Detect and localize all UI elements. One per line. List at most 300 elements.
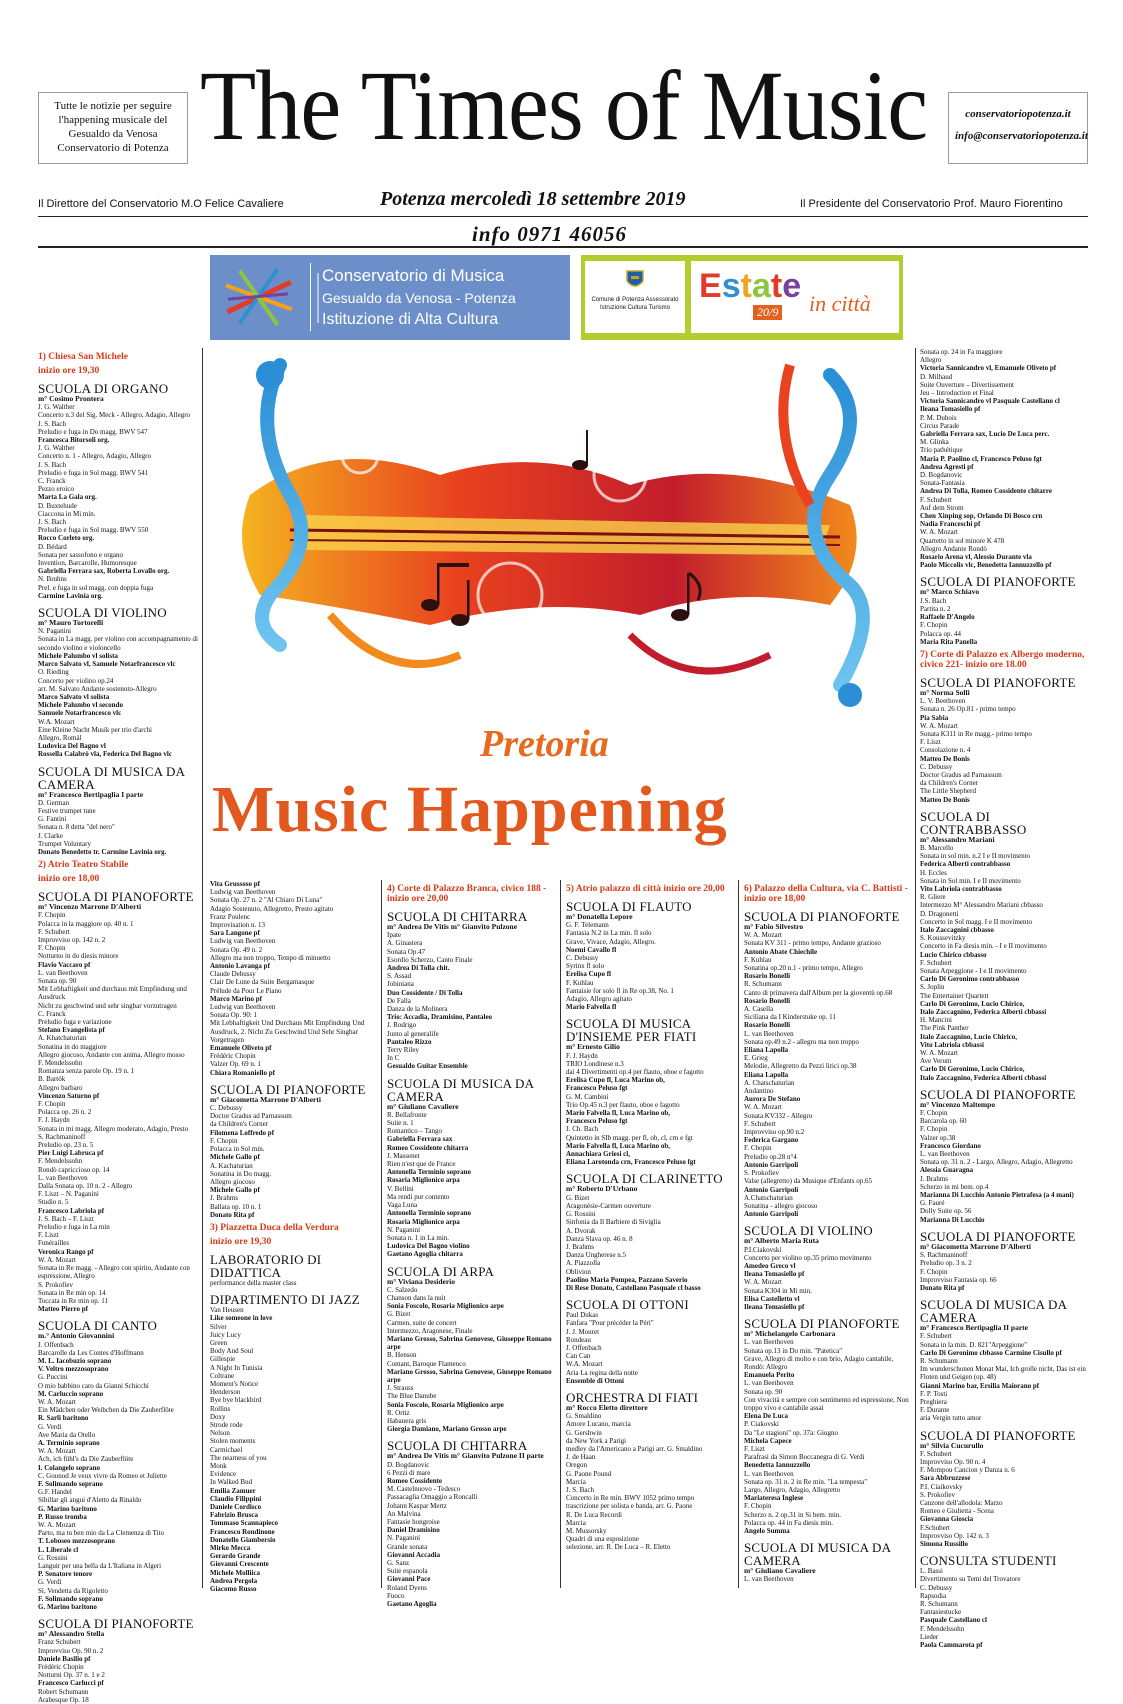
performer-name: Gaetano Agoglia chitarra	[387, 1250, 463, 1259]
performer-name: Maria Rita Panella	[920, 637, 978, 646]
program-line: Andantino	[744, 1087, 774, 1096]
program-line: Trio Op.45 n.3 per flauto, oboe e fagotto	[566, 1100, 680, 1109]
program-line: Evidence	[210, 1470, 237, 1479]
in-citta: in città	[809, 291, 871, 316]
program-line: Jobiniana	[387, 980, 414, 989]
performer-name: Vito Labriola cbbassi	[920, 1040, 984, 1049]
performer-name: Mariateresa Inglese	[744, 1494, 804, 1503]
program-line: C. Debussy	[210, 1104, 243, 1113]
comune-box	[585, 261, 685, 333]
program-line: E. Grieg	[744, 1054, 768, 1063]
venue-heading: inizio ore 19,30	[210, 1236, 272, 1247]
performer-name: Ileana Tomasiello pf	[744, 1270, 805, 1279]
program-line: G. Verdi	[38, 1422, 62, 1431]
program-line: Doctor Gradus ad Parnassum	[210, 1112, 292, 1121]
program-line: Mit Lebhaftigkeit und durchaus mit Empfindung und Ausdruck	[38, 985, 187, 1002]
program-line: Sonata-Fantasia	[920, 479, 965, 488]
estate-letter: t	[770, 267, 783, 305]
school-heading: SCUOLA DI PIANOFORTE	[38, 889, 194, 905]
program-line: Sonatina in do maggiore	[38, 1042, 107, 1051]
program-line: Coltrane	[210, 1371, 235, 1380]
venue-heading: 4) Corte di Palazzo Branca, civico 188 - inizio ore 20,00	[387, 884, 547, 904]
venue-heading: 7) Corte di Palazzo ex Albergo moderno, civico 221- inizio ore 18.00	[920, 649, 1085, 670]
program-line: Studio n. 5	[38, 1198, 69, 1207]
performer-name: Vito Labriola contrabbasso	[920, 884, 1002, 893]
program-line: Barcarolle da Les Contes d'Hoffmann	[38, 1348, 144, 1357]
performer-name: Claudio Filippini	[210, 1494, 262, 1503]
program-line: Parafrasi da Simon Boccanegra di G. Verdi	[744, 1453, 865, 1462]
program-line: Frédéric Chopin	[38, 1663, 84, 1672]
performer-name: Giacomo Russo	[210, 1585, 257, 1594]
program-line: A. Piazzolla	[566, 1259, 601, 1268]
program-line: F. J. Haydn	[38, 1116, 70, 1125]
estate-letter: s	[721, 267, 741, 305]
program-line: F. Chopin	[920, 1267, 948, 1276]
program-line: W. A. Mozart	[38, 1447, 76, 1456]
program-line: 6 Pezzi di mare	[387, 1468, 431, 1477]
program-line: W. A. Mozart	[744, 1278, 782, 1287]
program-line: F. Chopin	[920, 1125, 948, 1134]
program-line: Sonata op. 90	[38, 976, 77, 985]
performer-name: M. L. Iacobuzio soprano	[38, 1356, 112, 1365]
program-line: Invention, Barcarolle, Humoresque	[38, 559, 137, 568]
program-line: A. Dvorak	[566, 1226, 596, 1235]
program-line: Allegro Andante Rondò	[920, 544, 987, 553]
performer-name: Antonio Garripoli	[744, 1210, 799, 1219]
program-line: F. Schubert	[920, 495, 952, 504]
performer-name: Italo Zaccagnino, Lucio Chirico,	[920, 1032, 1018, 1041]
performer-name: Di Rese Donato, Castellano Pasquale cl basso	[566, 1283, 701, 1292]
program-line: W. A. Mozart	[920, 528, 958, 537]
program-line: S. Prokofiev	[920, 1490, 955, 1499]
performer-name: Mirko Mecca	[210, 1544, 251, 1553]
program-line: Suite Ouverture – Divertissement	[920, 380, 1014, 389]
program-line: G. Fauré	[920, 1199, 945, 1208]
music-splash-illustration	[210, 355, 910, 725]
performer-name: Michela Capece	[744, 1436, 792, 1445]
program-line: J. Brahms	[566, 1242, 594, 1251]
conservatorio-line1: Conservatorio di Musica	[322, 266, 505, 285]
performer-name: Pia Sabia	[920, 713, 949, 722]
program-line: F. Schubert	[920, 1449, 952, 1458]
program-line: Silver	[210, 1322, 227, 1331]
performer-name: Carlo Di Geronimo cbbasso Carmine Cisullo pf	[920, 1348, 1062, 1357]
program-line: F. Liszt	[920, 738, 941, 747]
teacher-name: m° Silvia Cucurullo	[920, 1440, 984, 1450]
program-line: W. A. Mozart	[744, 1103, 782, 1112]
program-line: Ach, ich fühl's da Die Zauberflöte	[38, 1455, 134, 1464]
performer-name: Matteo De Bonis	[920, 795, 970, 804]
performer-name: Lucio Chirico cbbasso	[920, 950, 987, 959]
teacher-name: m° Cosimo Prontera	[38, 394, 104, 403]
performer-name: Chen Xinping sop, Orlando Di Bosco crn	[920, 512, 1043, 521]
performer-name: Noemi Cavallo fl	[566, 945, 617, 954]
program-line: Sonata in Re min op. 14	[38, 1288, 106, 1297]
program-line: Robert Schumann	[38, 1687, 89, 1696]
performer-name: P. Senatore tenore	[38, 1570, 93, 1579]
program-line: Preludio fuga e variazione	[38, 1018, 112, 1026]
program-line: Fantasiestucke	[920, 1608, 962, 1617]
performer-name: Samuele Notarfrancesco vlc	[38, 709, 122, 718]
program-line: F. Chopin	[744, 1502, 772, 1511]
performer-name: I. Colangelo soprano	[38, 1463, 101, 1472]
conservatorio-banner	[210, 255, 570, 340]
program-line: M. Mussorsky	[566, 1527, 607, 1535]
program-line: Sonatina - allegro giocoso	[744, 1201, 818, 1210]
program-line: Intermezzo M° Alessandro Mariani cbbasso	[920, 901, 1043, 910]
program-line: G. Sanz	[387, 1559, 410, 1568]
performer-name: F. Solimando soprano	[38, 1479, 103, 1488]
performer-name: Mariano Grosso, Sabrina Genovese, Giuseppe Romano arpe	[387, 1367, 552, 1384]
program-line: Van Heusen	[210, 1306, 244, 1315]
performer-name: Marco Marino pf	[210, 994, 262, 1003]
performer-name: Angelo Summa	[744, 1527, 790, 1536]
program-line: Adagio, Allegro agitato	[566, 995, 632, 1004]
performer-name: Mario Falvella fl	[566, 1003, 617, 1012]
venue-heading: inizio ore 19,30	[38, 366, 100, 376]
performer-name: Matteo Pierro pf	[38, 1305, 89, 1314]
program-line: C. Salzedo	[387, 1285, 418, 1294]
program-line: Roland Dyens	[387, 1583, 427, 1592]
program-line: G. Paone Pound	[566, 1469, 612, 1478]
program-line: Amore Lucano, marcia	[566, 1420, 631, 1429]
program-line: Romeo e Giulietta - Scena	[920, 1507, 994, 1516]
program-line: Green	[210, 1338, 228, 1347]
program-line: Concerto n. 1 - Allegro, Adagio, Allegro	[38, 452, 151, 461]
program-line: Sonatina op.20 n.1 - primo tempo, Allegro	[744, 964, 863, 973]
program-line: L. van Beethoven	[744, 1338, 794, 1347]
performer-name: Annachiara Griesi cl,	[566, 1150, 630, 1159]
program-line: Sonata op.49 n.2 - allegro ma non troppo	[744, 1037, 859, 1046]
performer-name: Rosario Arena vl, Alessio Durante vla	[920, 553, 1032, 562]
program-line: da Children's Corner	[210, 1120, 269, 1129]
performer-name: Rosario Bonelli	[744, 972, 791, 981]
program-line: L. V. Beethoven	[920, 697, 966, 706]
program-line: Moment's Notice	[210, 1379, 259, 1388]
program-line: J. Ch. Bach	[566, 1125, 599, 1134]
performer-name: Mario Falvella fl, Luca Marino ob,	[566, 1141, 671, 1150]
program-line: Clair De Lune da Suite Bergamasque	[210, 978, 315, 987]
program-line: Sonata per sassofono e organo	[38, 550, 124, 559]
program-line: Valzer Op. 69 n. 1	[210, 1060, 261, 1069]
program-line: F. Mendelssohn	[920, 1624, 965, 1633]
program-line: Doctor Gradus ad Parnassum	[920, 770, 1002, 779]
program-line: G. Puccini	[38, 1373, 68, 1382]
program-line: Preludio op. 3 n. 2	[920, 1259, 972, 1268]
performer-name: Antonella Terminio soprano	[387, 1168, 472, 1177]
performer-name: Mario Falvella fl, Luca Marino ob,	[566, 1109, 671, 1118]
estate-logo	[691, 261, 899, 333]
performer-name: Daniele Cordisco	[210, 1503, 262, 1511]
school-heading: SCUOLA DI PIANOFORTE	[920, 1427, 1076, 1443]
program-line: Ludwig van Beethoven	[210, 937, 276, 946]
performer-name: Romeo Cossidente	[387, 1476, 443, 1485]
program-line: Ciaccona in Mi min.	[38, 509, 96, 518]
program-line: Siciliana da I Kinderstuke op. 11	[744, 1013, 836, 1022]
program-line: F. Chopin	[210, 1136, 238, 1145]
conservatorio-logo-icon	[218, 265, 298, 330]
program-line: Ein Mädchen oder Weibchen da Die Zauberflöte	[38, 1406, 174, 1415]
program-line: Vaga Luna	[387, 1201, 418, 1210]
program-line: Marcia	[566, 1477, 586, 1486]
program-line: F. Chopin	[38, 911, 66, 920]
program-line: W. A. Mozart	[38, 1255, 76, 1264]
program-line: Improvviso Op. 142 n. 3	[920, 1531, 989, 1540]
program-line: Ipate	[387, 931, 401, 940]
program-line: L. van Beethoven	[38, 968, 88, 977]
program-column-6	[920, 348, 1088, 1650]
school-heading: SCUOLA DI ARPA	[387, 1263, 495, 1279]
program-line: Fantasia N.2 in La min. fl solo	[566, 929, 652, 938]
program-line: G. Bizet	[387, 1310, 411, 1319]
performer-name: Sara Abbruzzese	[920, 1474, 971, 1483]
program-line: Sonata KV332 - Allegro	[744, 1111, 813, 1120]
program-line: Prélude da Pour Le Piano	[210, 986, 282, 995]
program-line: Circus Parade	[920, 421, 960, 430]
banner-separator	[310, 263, 311, 331]
program-line: N. Bruhns	[38, 575, 67, 584]
school-heading: SCUOLA DI CONTRABBASSO	[920, 808, 1027, 837]
performer-name: Carlo Di Geronimo, Lucio Chirico,	[920, 1065, 1025, 1074]
program-line: J. Massenet	[387, 1151, 420, 1160]
program-line: Syrinx fl solo	[566, 962, 605, 971]
program-line: F.Schubert	[920, 1523, 950, 1532]
performer-name: Andrea Di Tolla, Romeo Cossidente chitarre	[920, 487, 1052, 496]
school-heading: SCUOLA DI CHITARRA	[387, 1438, 528, 1454]
program-line: Sonata in Re magg. - Allegro con spirito, Andante con espressione, Allegro	[38, 1264, 190, 1281]
program-line: Nicht zu geschwind und sehr singbar vorzutragen	[38, 1001, 177, 1010]
program-line: Rondò capriccioso op. 14	[38, 1165, 110, 1174]
program-line: Nelson	[210, 1429, 230, 1438]
performer-name: Giovanni Pace	[387, 1575, 431, 1584]
program-line: P. M. Dubois	[920, 413, 957, 422]
column-rule	[915, 348, 916, 1588]
performer-name: Donato Benedetto tr. Carmine Lavinia org.	[38, 847, 167, 856]
program-line: da Children's Corner	[920, 779, 979, 788]
performer-name: F. Solimando soprano	[38, 1594, 103, 1603]
program-line: W.A. Mozart	[38, 717, 75, 726]
program-line: Polacca in Sol min.	[210, 1145, 265, 1154]
venue-heading: inizio ore 18,00	[38, 874, 100, 885]
performer-name: Donato Rita pf	[920, 1283, 965, 1292]
program-line: An Malvina	[387, 1509, 421, 1518]
performer-name: Rosaria Miglionico arpa	[387, 1176, 460, 1185]
school-heading: LABORATORIO DI DIDATTICA	[210, 1251, 322, 1280]
program-line: D. German	[38, 798, 70, 807]
program-line: Sì, Vendetta da Rigoletto	[38, 1586, 108, 1595]
teacher-name: m° Marco Schiavo	[920, 587, 980, 597]
performer-name: Simona Russillo	[920, 1539, 969, 1548]
program-line: Eine Kleine Nacht Musik per trio d'archi	[38, 725, 153, 734]
performer-name: Giovanni Crescente	[210, 1560, 269, 1569]
masthead-title: The Times of Music	[200, 50, 928, 161]
school-heading: SCUOLA DI CHITARRA	[387, 909, 528, 924]
contact-box	[948, 92, 1088, 164]
performer-name: Tommaso Scannapieco	[210, 1519, 279, 1528]
performer-name: Daniele Basilio pf	[38, 1654, 91, 1663]
school-heading: SCUOLA DI MUSICA DA CAMERA	[920, 1297, 1067, 1326]
program-line: Sonata op. 90	[744, 1387, 783, 1396]
program-line: Con vivacità e sempre con sentimento ed espressione, Non troppo vivo e cantabile assai	[744, 1395, 909, 1412]
program-line: R. Schumann	[744, 980, 782, 989]
program-line: G. Rossini	[566, 1210, 596, 1219]
school-heading: SCUOLA DI CANTO	[38, 1318, 158, 1334]
dateline: Potenza mercoledì 18 settembre 2019	[380, 188, 686, 210]
program-line: TRIO Londinese n.3	[566, 1059, 624, 1068]
program-line: Sonata n. 1 in La min.	[387, 1233, 450, 1242]
program-line: D. Buxtehude	[38, 501, 77, 510]
performer-name: Marco Salvato vl, Samuele Notarfrancesco vlc	[38, 660, 176, 669]
program-line: Preludio e fuga in Sol magg. BWV 550	[38, 526, 149, 535]
program-line: Dalla Sonata op. 10 n. 2 - Allegro	[38, 1182, 133, 1191]
school-heading: SCUOLA DI FLAUTO	[566, 899, 692, 914]
program-line: Da "Le stagioni" op. 37a: Giugno	[744, 1428, 838, 1437]
program-line: C. Franck	[38, 1009, 66, 1018]
program-line: Carmichael	[210, 1445, 243, 1454]
program-line: S. Prokofiev	[744, 1169, 779, 1178]
estate-letter: t	[740, 267, 752, 305]
program-line: dai 4 Divertimenti op.4 per flauto, oboe e fagotto	[566, 1068, 704, 1077]
program-line: Arabesque Op. 18	[38, 1695, 89, 1704]
program-line: Improvviso op. 142 n. 2	[38, 935, 106, 944]
program-line: Sonata n. 8 detta "del nero"	[38, 823, 115, 832]
school-heading: SCUOLA DI VIOLINO	[38, 605, 167, 621]
column-rule	[738, 880, 739, 1588]
program-line: Sonata op.13 in Do min. "Patetica"	[744, 1346, 843, 1355]
program-line: In Walked Bud	[210, 1478, 253, 1487]
program-line: Ma rendi pur contento	[387, 1192, 450, 1201]
program-line: C. Debussy	[920, 1583, 953, 1592]
program-line: J. S. Bach	[38, 518, 66, 527]
performer-name: R. Sarli baritono	[38, 1414, 89, 1423]
divider	[38, 246, 1088, 248]
program-line: Concerto in Fa diesis min. - I e II movimento	[920, 942, 1047, 951]
venue-heading: 1) Chiesa San Michele	[38, 352, 128, 362]
teacher-name: m° Rocco Eletto direttore	[566, 1402, 648, 1412]
program-line: Rollins	[210, 1404, 231, 1413]
program-line: Jeu – Introduction et Final	[920, 389, 994, 398]
program-line: C. Debussy	[566, 954, 599, 963]
performer-name: Antonio Garripoli	[744, 1185, 799, 1194]
program-line: Trumpet Voluntary	[38, 839, 91, 848]
school-heading: SCUOLA DI VIOLINO	[744, 1223, 873, 1239]
program-line: Suite espanola	[387, 1567, 428, 1576]
program-line: Concerto per violino op.35 primo movimento	[744, 1253, 872, 1262]
school-heading: CONSULTA STUDENTI	[920, 1553, 1057, 1569]
program-line: Largo, Allegro, Adagio, Allegretto	[744, 1486, 841, 1494]
email-link[interactable]: info@conservatoriopotenza.it	[955, 130, 1088, 142]
program-line: Grave, Vivace, Adagio, Allegro.	[566, 937, 656, 946]
program-line: The Pink Panther	[920, 1024, 969, 1033]
teacher-name: m° Ernesto Gilio	[566, 1042, 620, 1052]
performer-name: Antonella Terminio soprano	[387, 1209, 472, 1218]
performer-name: Italo Zaccagnini cbbasso	[920, 925, 994, 934]
performer-name: Nadia Franceschi pf	[920, 520, 981, 529]
column-rule	[381, 880, 382, 1588]
program-line: D. Dragonetti	[920, 909, 959, 918]
program-line: Junto al generalife	[387, 1029, 439, 1038]
program-line: W. A. Mozart	[38, 1520, 76, 1529]
program-line: J. Brahms	[210, 1194, 238, 1203]
program-line: Allegro giocoso	[210, 1177, 255, 1186]
teacher-name: m° Alberto Maria Ruta	[744, 1236, 819, 1246]
performer-name: Giovanna Gioscia	[920, 1515, 974, 1524]
program-line: Allegro giocoso, Andante con anima, Allegro mosso	[38, 1050, 185, 1059]
program-line: G. Rossini	[38, 1553, 68, 1562]
performer-name: Gesualdo Guitar Ensemble	[387, 1062, 468, 1071]
program-line: G. M. Cambini	[566, 1092, 609, 1101]
program-line: Auf dem Strom	[920, 503, 964, 512]
performer-name: Chiara Romaniello pf	[210, 1068, 275, 1077]
performer-name: Ileana Tomasiello pf	[920, 405, 981, 414]
program-line: Prel. e fuga in sol magg. con doppia fuga	[38, 583, 154, 592]
performer-name: Paola Cammarota pf	[920, 1641, 983, 1650]
performer-name: Francesco Peluso fgt	[566, 1117, 628, 1126]
performer-name: Eliana Larotonda crn, Francesco Peluso fgt	[566, 1158, 696, 1167]
program-line: Polacca op. 44	[920, 629, 962, 638]
program-column-5	[744, 880, 912, 1593]
program-line: S. Koussevitzky	[920, 934, 966, 943]
program-line: R. Gliere	[920, 893, 946, 902]
conservatorio-line2: Gesualdo da Venosa - Potenza	[322, 290, 516, 306]
performer-name: M. Carluccio soprano	[38, 1389, 104, 1398]
program-line: selezione, arr. R. De Luca – R. Eletto	[566, 1543, 671, 1552]
program-line: Esordio Scherzo, Canto Finale	[387, 955, 473, 964]
president-line: Il Presidente del Conservatorio Prof. Mauro Fiorentino	[800, 198, 1063, 210]
program-line: Toccata in Re min op. 11	[38, 1296, 109, 1305]
program-line: Concerto per violino op.24	[38, 676, 114, 685]
school-heading: SCUOLA DI PIANOFORTE	[744, 1316, 900, 1332]
performer-name: Paolino Maria Pompea, Pazzano Saverio	[566, 1275, 688, 1284]
teacher-name: m° Giuliano Cavaliere	[387, 1101, 459, 1111]
comune-crest-icon	[625, 269, 645, 291]
estate-banner	[581, 255, 903, 340]
program-line: Rapsodia	[920, 1591, 947, 1600]
program-line: F. Chopin	[38, 1100, 66, 1109]
program-line: W. A. Mozart	[920, 721, 958, 730]
program-line: F. Liszt	[38, 1231, 59, 1240]
website-link[interactable]: conservatoriopotenza.it	[965, 108, 1071, 120]
performer-name: Rossella Calabrò vla, Federica Del Bagno vlc	[38, 750, 172, 759]
performer-name: Francesco Carlucci pf	[38, 1679, 104, 1688]
music-happening-headline: Music Happening	[212, 773, 728, 846]
program-line: Allegro ma non troppo, Tempo di minuetto	[210, 953, 331, 962]
program-line: S. Joplin	[920, 983, 945, 992]
performer-name: Erelisa Cupo fl, Luca Marino ob,	[566, 1076, 665, 1085]
program-line: Sonata Op. 27 n. 2 "Al Chiaro Di Luna"	[210, 896, 323, 905]
teacher-name: m° Francesco Bertipaglia II parte	[920, 1323, 1028, 1333]
program-line: Sinfonia da Il Barbiere di Siviglia	[566, 1218, 661, 1227]
school-heading: SCUOLA DI MUSICA DA CAMERA	[387, 1075, 534, 1104]
program-line: P.I.Ciakovski	[744, 1245, 782, 1254]
program-line: D. Milhaud	[920, 372, 953, 381]
program-line: A. Kachaturian	[210, 1161, 253, 1170]
school-heading: SCUOLA DI OTTONI	[566, 1297, 689, 1313]
program-line: H. Mancini	[920, 1016, 952, 1025]
performer-name: Amedeo Greco vl	[744, 1261, 796, 1270]
program-line: F. Schubert	[920, 1332, 952, 1341]
teacher-name: m° Donatella Lepore	[566, 912, 633, 921]
program-line: W. A. Mozart	[38, 1397, 76, 1406]
performer-name: Duo Cossidente / Di Tolla	[387, 988, 463, 997]
venue-heading: 3) Piazzetta Duca della Verdura	[210, 1222, 339, 1233]
teacher-name: m° Alessandro Mariani	[920, 834, 995, 844]
program-line: Aragonèsie-Carmen ouverture	[566, 1201, 651, 1210]
program-line: N. Paganini	[387, 1534, 421, 1543]
program-line: Allegro, Romàl	[38, 733, 82, 742]
performer-name: Raffaele D'Angelo	[920, 613, 975, 622]
program-line: Sonata Op. 49 n. 2	[210, 945, 263, 954]
